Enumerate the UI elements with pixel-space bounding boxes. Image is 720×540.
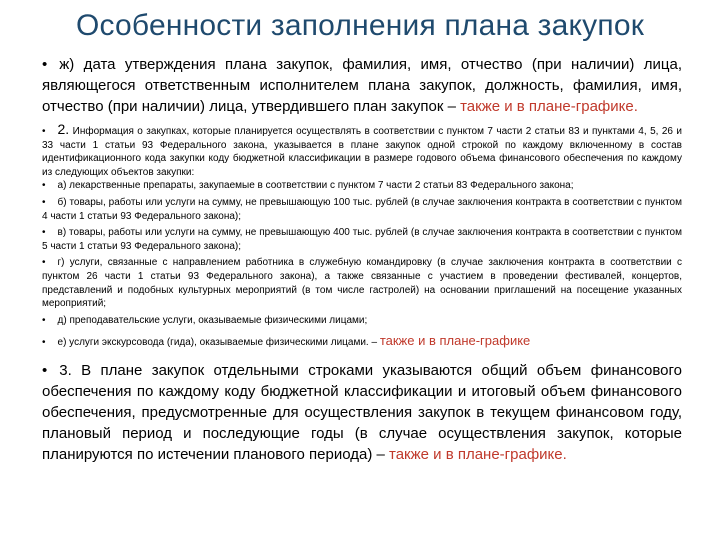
bullet-marker: •	[42, 227, 46, 239]
slide-title: Особенности заполнения плана закупок	[75, 9, 645, 42]
item-3-text: 3. В плане закупок отдельными строками указываются общий объем финансового обеспечения по каждому коду бюджетной классификации и итоговый объем финансового обеспечения, предусмотренные для осуществления закупок в текущем финансовом году, плановый период и последующие годы (в случае осуществления закупок, которые планируются по истечении планового периода) –	[42, 361, 682, 463]
sub-item-e-highlight: также и в плане-графике	[379, 333, 531, 349]
bullet-marker: •	[42, 361, 48, 379]
sub-item-a	[42, 179, 682, 193]
sub-item-d	[42, 314, 682, 328]
sub-item-b-text: б) товары, работы или услуги на сумму, не превышающую 100 тыс. рублей (в случае заключения контракта в соответствии с пунктом 4 части 1 статьи 93 Федерального закона);	[42, 196, 682, 222]
item-2-text: Информация о закупках, которые планируется осуществлять в соответствии с пунктом 7 части 2 статьи 83 и пунктами 4, 5, 26 и 33 части 1 статьи 93 Федерального закона, указывается в плане закупок одной строкой по каждому включенному в состав идентификационного кода закупки коду бюджетной классификации в размере годового объема финансового обеспечения по каждому из следующих объектов закупки:	[42, 126, 682, 178]
item-zh-highlight: также и в плане-графике.	[460, 98, 638, 115]
sub-item-a-text: а) лекарственные препараты, закупаемые в соответствии с пунктом 7 части 2 статьи 83 Федерального закона;	[57, 180, 574, 192]
sub-item-e-text: е) услуги экскурсовода (гида), оказываемые физическими лицами. –	[57, 337, 380, 349]
bullet-marker: •	[42, 337, 46, 349]
item-2-paragraph	[42, 123, 682, 179]
item-3-highlight: также и в плане-графике.	[389, 445, 567, 463]
sub-item-d-text: д) преподавательские услуги, оказываемые физическими лицами;	[57, 314, 368, 326]
sub-item-g	[42, 256, 682, 310]
sub-item-g-text: г) услуги, связанные с направлением работника в служебную командировку (в случае заключения контракта в соответствии с пунктом 26 части 1 статьи 93 Федерального закона), а также связанные с участием в проведении фестивалей, концертов, представлений и подобных культурных мероприятий (в том числе гастролей) на основании приглашений на посещение указанных мероприятий;	[42, 257, 682, 310]
item-zh-text: ж) дата утверждения плана закупок, фамилия, имя, отчество (при наличии) лица, являющегося ответственным исполнителем плана закупок, должность, фамилия, имя, отчество (при наличии) лица, утвердившего план закупок –	[42, 56, 682, 115]
bullet-marker: •	[42, 257, 46, 269]
item-2-number: 2.	[57, 121, 70, 137]
bullet-marker: •	[42, 314, 46, 326]
bullet-marker: •	[42, 196, 46, 208]
sub-item-e	[42, 334, 682, 350]
bullet-marker: •	[42, 180, 46, 192]
item-zh-paragraph	[42, 54, 682, 117]
sub-item-b	[42, 196, 682, 223]
slide-body	[42, 54, 682, 465]
bullet-marker: •	[42, 56, 48, 73]
bullet-marker: •	[42, 126, 46, 137]
sub-item-v-text: в) товары, работы или услуги на сумму, не превышающую 400 тыс. рублей (в случае заключения контракта в соответствии с пунктом 5 части 1 статьи 93 Федерального закона);	[42, 227, 682, 252]
item-3-paragraph	[42, 360, 682, 465]
sub-item-v	[42, 226, 682, 253]
